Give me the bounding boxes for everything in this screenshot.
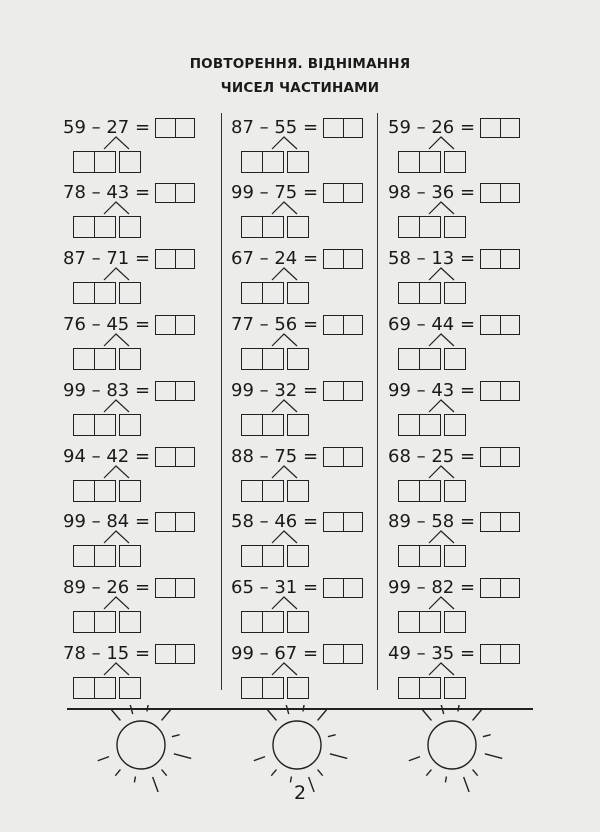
equation-text: 99 – 83 = (63, 380, 151, 401)
part-box[interactable] (119, 151, 141, 173)
subtraction-problem (231, 247, 381, 307)
equation-text: 99 – 84 = (63, 511, 151, 532)
split-wedge-icon (388, 576, 538, 616)
part-box[interactable] (419, 348, 441, 370)
part-box[interactable] (398, 677, 420, 699)
part-box[interactable] (287, 677, 309, 699)
subtraction-problem (388, 247, 538, 307)
part-box[interactable] (444, 216, 466, 238)
part-box[interactable] (73, 216, 95, 238)
part-box[interactable] (119, 282, 141, 304)
subtraction-problem (388, 642, 538, 702)
subtraction-problem (63, 379, 213, 439)
part-box[interactable] (241, 480, 263, 502)
equation-text: 87 – 55 = (231, 117, 319, 138)
part-box[interactable] (419, 151, 441, 173)
split-wedge-icon (388, 247, 538, 287)
subtraction-problem (388, 116, 538, 176)
subtraction-problem (63, 247, 213, 307)
part-box[interactable] (262, 282, 284, 304)
split-wedge-icon (231, 116, 381, 156)
part-box[interactable] (73, 151, 95, 173)
part-box[interactable] (419, 414, 441, 436)
part-box[interactable] (119, 677, 141, 699)
part-box[interactable] (419, 611, 441, 633)
split-wedge-icon (388, 181, 538, 221)
split-wedge-icon (388, 642, 538, 682)
column-divider (377, 113, 378, 690)
part-box[interactable] (398, 480, 420, 502)
equation-text: 76 – 45 = (63, 314, 151, 335)
subtraction-problem (231, 379, 381, 439)
part-box[interactable] (73, 348, 95, 370)
part-box[interactable] (94, 414, 116, 436)
part-box[interactable] (241, 151, 263, 173)
split-wedge-icon (63, 576, 213, 616)
part-box[interactable] (287, 545, 309, 567)
part-box[interactable] (262, 216, 284, 238)
subtraction-problem (231, 576, 381, 636)
subtraction-problem (388, 445, 538, 505)
part-box[interactable] (262, 677, 284, 699)
equation-text: 99 – 75 = (231, 182, 319, 203)
subtraction-problem (231, 445, 381, 505)
split-wedge-icon (388, 379, 538, 419)
equation-text: 68 – 25 = (388, 446, 476, 467)
subtraction-problem (231, 313, 381, 373)
subtraction-problem (231, 116, 381, 176)
part-box[interactable] (444, 348, 466, 370)
equation-text: 58 – 46 = (231, 511, 319, 532)
subtraction-problem (388, 576, 538, 636)
part-box[interactable] (94, 282, 116, 304)
part-box[interactable] (94, 216, 116, 238)
column-divider (221, 113, 222, 690)
part-box[interactable] (119, 216, 141, 238)
worksheet-title-line-2: ЧИСЕЛ ЧАСТИНАМИ (220, 80, 380, 96)
part-box[interactable] (398, 545, 420, 567)
page-number: 2 (293, 782, 307, 804)
subtraction-problem (388, 510, 538, 570)
equation-text: 78 – 43 = (63, 182, 151, 203)
equation-text: 94 – 42 = (63, 446, 151, 467)
part-box[interactable] (398, 216, 420, 238)
part-box[interactable] (94, 348, 116, 370)
part-box[interactable] (73, 677, 95, 699)
part-box[interactable] (73, 611, 95, 633)
equation-text: 99 – 32 = (231, 380, 319, 401)
split-wedge-icon (63, 247, 213, 287)
equation-text: 89 – 26 = (63, 577, 151, 598)
equation-text: 78 – 15 = (63, 643, 151, 664)
subtraction-problem (231, 510, 381, 570)
split-wedge-icon (231, 181, 381, 221)
part-box[interactable] (241, 611, 263, 633)
equation-text: 67 – 24 = (231, 248, 319, 269)
part-box[interactable] (119, 611, 141, 633)
subtraction-problem (63, 313, 213, 373)
part-box[interactable] (94, 677, 116, 699)
split-wedge-icon (231, 379, 381, 419)
part-box[interactable] (94, 611, 116, 633)
equation-text: 58 – 13 = (388, 248, 476, 269)
split-wedge-icon (63, 379, 213, 419)
part-box[interactable] (241, 414, 263, 436)
part-box[interactable] (262, 151, 284, 173)
part-box[interactable] (398, 611, 420, 633)
split-wedge-icon (63, 181, 213, 221)
split-wedge-icon (63, 510, 213, 550)
part-box[interactable] (444, 611, 466, 633)
part-box[interactable] (287, 414, 309, 436)
equation-text: 88 – 75 = (231, 446, 319, 467)
equation-text: 99 – 82 = (388, 577, 476, 598)
part-box[interactable] (444, 282, 466, 304)
part-box[interactable] (287, 151, 309, 173)
part-box[interactable] (419, 216, 441, 238)
part-box[interactable] (94, 545, 116, 567)
part-box[interactable] (287, 216, 309, 238)
part-box[interactable] (419, 282, 441, 304)
split-wedge-icon (388, 313, 538, 353)
part-box[interactable] (262, 414, 284, 436)
part-box[interactable] (119, 545, 141, 567)
equation-text: 49 – 35 = (388, 643, 476, 664)
part-box[interactable] (419, 545, 441, 567)
equation-text: 89 – 58 = (388, 511, 476, 532)
part-box[interactable] (94, 151, 116, 173)
part-box[interactable] (444, 677, 466, 699)
subtraction-problem (388, 181, 538, 241)
part-box[interactable] (287, 611, 309, 633)
worksheet-title-line-1: ПОВТОРЕННЯ. ВІДНІМАННЯ (189, 56, 411, 72)
part-box[interactable] (94, 480, 116, 502)
part-box[interactable] (73, 282, 95, 304)
equation-text: 69 – 44 = (388, 314, 476, 335)
part-box[interactable] (73, 480, 95, 502)
part-box[interactable] (241, 282, 263, 304)
part-box[interactable] (119, 480, 141, 502)
subtraction-problem (63, 116, 213, 176)
subtraction-problem (231, 181, 381, 241)
equation-text: 87 – 71 = (63, 248, 151, 269)
part-box[interactable] (262, 348, 284, 370)
split-wedge-icon (231, 313, 381, 353)
subtraction-problem (63, 510, 213, 570)
equation-text: 99 – 67 = (231, 643, 319, 664)
part-box[interactable] (119, 414, 141, 436)
part-box[interactable] (262, 611, 284, 633)
subtraction-problem (63, 642, 213, 702)
subtraction-problem (63, 181, 213, 241)
part-box[interactable] (287, 480, 309, 502)
split-wedge-icon (63, 445, 213, 485)
subtraction-problem (388, 313, 538, 373)
part-box[interactable] (119, 348, 141, 370)
subtraction-problem (63, 445, 213, 505)
subtraction-problem (63, 576, 213, 636)
part-box[interactable] (419, 480, 441, 502)
part-box[interactable] (444, 480, 466, 502)
part-box[interactable] (287, 348, 309, 370)
part-box[interactable] (241, 348, 263, 370)
equation-text: 77 – 56 = (231, 314, 319, 335)
part-box[interactable] (241, 677, 263, 699)
part-box[interactable] (398, 151, 420, 173)
part-box[interactable] (241, 216, 263, 238)
part-box[interactable] (287, 282, 309, 304)
part-box[interactable] (444, 151, 466, 173)
split-wedge-icon (231, 576, 381, 616)
split-wedge-icon (231, 445, 381, 485)
part-box[interactable] (398, 282, 420, 304)
part-box[interactable] (398, 348, 420, 370)
part-box[interactable] (241, 545, 263, 567)
equation-text: 99 – 43 = (388, 380, 476, 401)
part-box[interactable] (73, 414, 95, 436)
part-box[interactable] (444, 545, 466, 567)
part-box[interactable] (262, 545, 284, 567)
part-box[interactable] (398, 414, 420, 436)
part-box[interactable] (73, 545, 95, 567)
split-wedge-icon (63, 116, 213, 156)
equation-text: 59 – 26 = (388, 117, 476, 138)
subtraction-problem (231, 642, 381, 702)
split-wedge-icon (63, 642, 213, 682)
split-wedge-icon (231, 510, 381, 550)
split-wedge-icon (388, 510, 538, 550)
split-wedge-icon (231, 247, 381, 287)
equation-text: 59 – 27 = (63, 117, 151, 138)
split-wedge-icon (231, 642, 381, 682)
part-box[interactable] (444, 414, 466, 436)
equation-text: 98 – 36 = (388, 182, 476, 203)
split-wedge-icon (63, 313, 213, 353)
subtraction-problem (388, 379, 538, 439)
split-wedge-icon (388, 116, 538, 156)
part-box[interactable] (419, 677, 441, 699)
split-wedge-icon (388, 445, 538, 485)
part-box[interactable] (262, 480, 284, 502)
equation-text: 65 – 31 = (231, 577, 319, 598)
